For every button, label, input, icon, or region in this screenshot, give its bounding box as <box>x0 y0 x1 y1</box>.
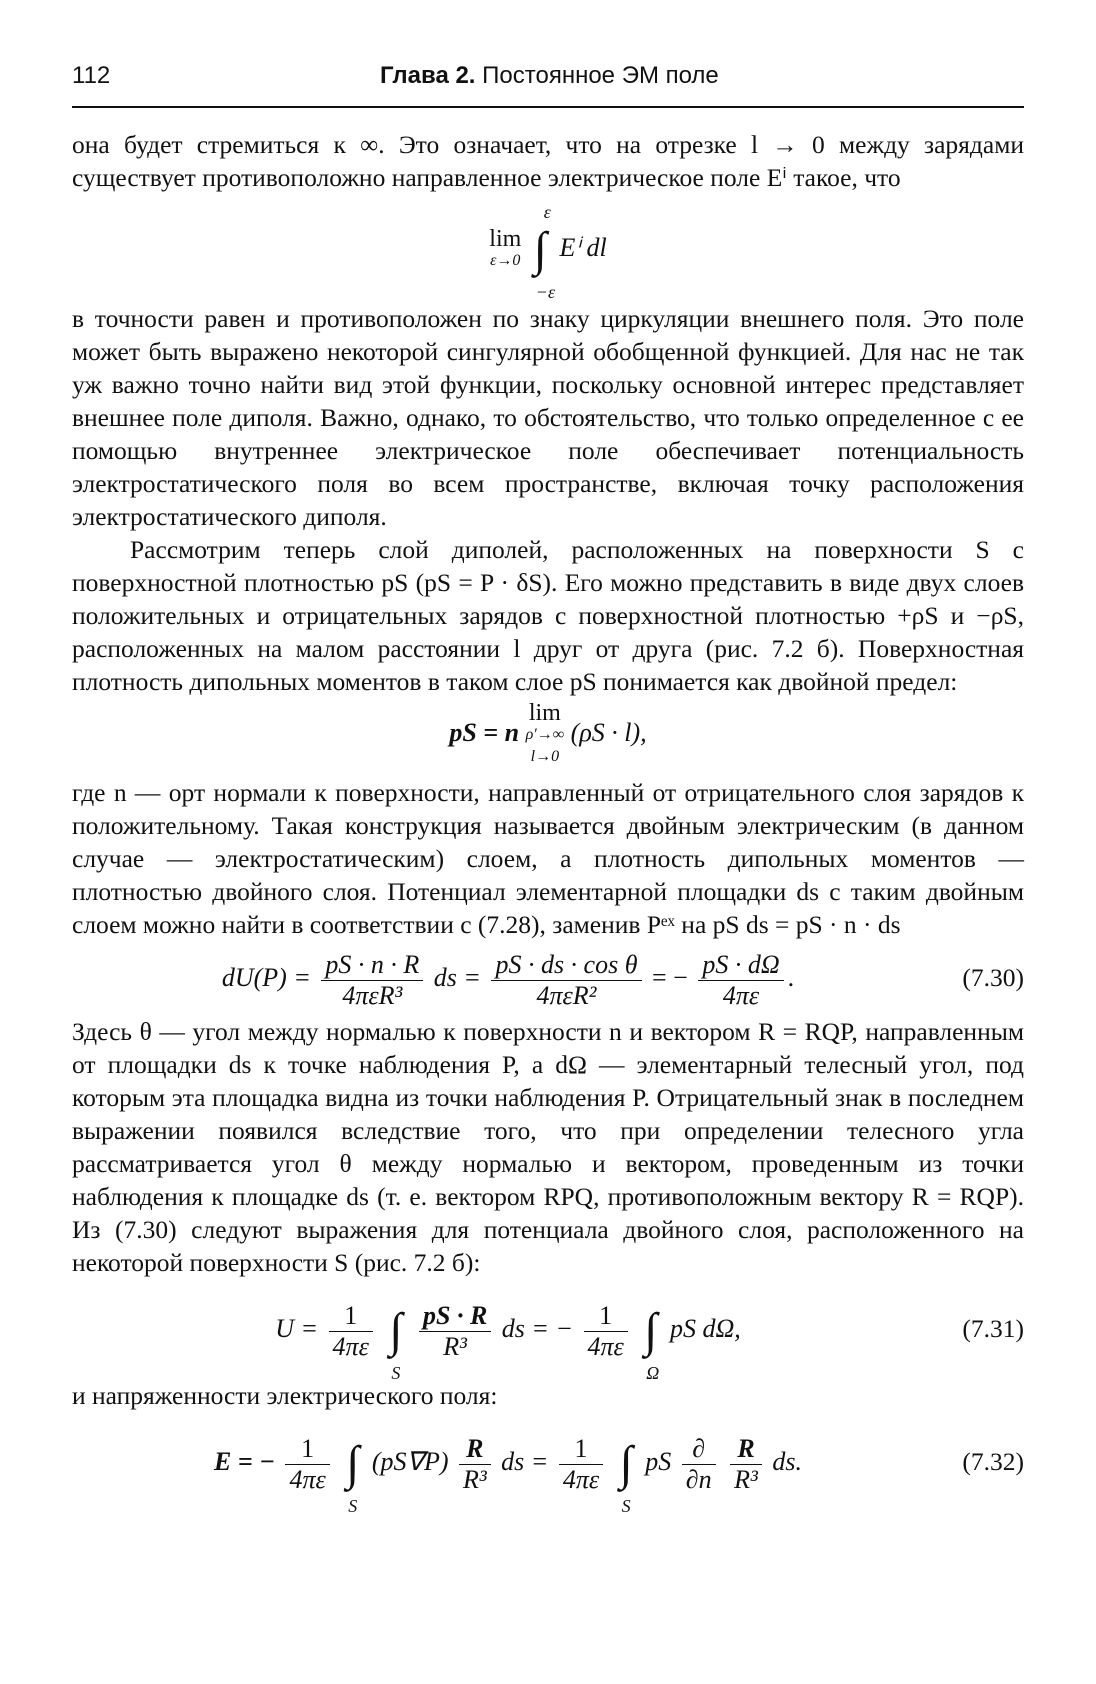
chapter-title: Постоянное ЭМ поле <box>482 62 719 89</box>
equation-ps-limit <box>72 702 1024 772</box>
paragraph-4: где n — орт нормали к поверхности, направленный от отрицательного слоя зарядов к положительному. Такая конструкция называется двойным электрическим (в данном случае — электростатическим) слоем, а плотность дипольных моментов — плотностью двойного слоя. Потенциал элементарной площадки ds с таким двойным слоем можно найти в соответствии с (7.28), заменив Pᵉˣ на pS ds = pS · n · ds <box>72 778 1024 939</box>
ps-lhs: pS = n <box>449 717 520 747</box>
paragraph-5: Здесь θ — угол между нормалью к поверхности n и вектором R = RQP, направленным от площадки ds к точке наблюдения P, а dΩ — элементарный телесный угол, под которым эта площадка видна из точки наблюдения P. Отрицательный знак в последнем выражении появился вследствие того, что при определении телесного угла рассматривается угол θ между нормалью и вектором, проведенным из точки наблюдения к площадке ds (т. е. вектором RPQ, противоположным вектору R = RQP). Из (7.30) следуют выражения для потенциала двойного слоя, расположенного на некоторой поверхности S (рис. 7.2 б): <box>72 1017 1024 1277</box>
equation-number-7-31: (7.31) <box>962 1314 1024 1343</box>
equation-limit-integral <box>72 198 1024 303</box>
paragraph-6: и напряженности электрического поля: <box>72 1381 498 1410</box>
book-page <box>72 62 1024 1517</box>
ps-rhs: (ρS · l), <box>570 717 647 747</box>
running-header <box>72 62 1024 96</box>
equation-number-7-30: (7.30) <box>962 963 1024 992</box>
integral-sign: ∫ ε −ε <box>533 202 556 303</box>
chapter-heading <box>380 62 719 90</box>
equation-7-32: E = − $\frac{1}{4\pi\varepsilon}$ ∫ S (pS∇P) $\frac{R}{\text{R³}}$ ds = $\frac{1}{4\pi\varepsilon}$ ∫ S pS $\frac{\partial}{\partial n}$ $\frac{R}{\text{R³}}$ ds. (7.32) <box>72 1412 1024 1512</box>
page-number: 112 <box>72 62 111 89</box>
paragraph-2: в точности равен и противоположен по знаку циркуляции внешнего поля. Это поле может быть выражено некоторой сингулярной обобщенной функцией. Для нас не так уж важно точно найти вид этой функции, поскольку основной интерес представляет внешнее поле диполя. Важно, однако, то обстоятельство, что только определенное с ее помощью внутреннее электрическое поле обеспечивает потенциальность электростатического поля во всем пространстве, включая точку расположения электростатического диполя. <box>72 304 1024 531</box>
double-lim: lim ρ′→∞ l→0 <box>525 700 565 765</box>
integrand: Eⁱ dl <box>559 233 607 262</box>
equation-7-31: U = $\frac{1}{4\pi\varepsilon}$ ∫ S $\frac{pS \cdot R}{\text{R³}}$ ds = − $\frac{1}{4\pi\varepsilon}$ ∫ Ω pS dΩ, (7.31) <box>72 1279 1024 1379</box>
equation-number-7-32: (7.32) <box>962 1447 1024 1476</box>
chapter-label: Глава 2. <box>380 62 476 89</box>
paragraph-3: Рассмотрим теперь слой диполей, расположенных на поверхности S с поверхностной плотностью pS (pS = P · δS). Его можно представить в виде двух слоев положительных и отрицательных зарядов с поверхностной плотностью +ρS и −ρS, расположенных на малом расстоянии l друг от друга (рис. 7.2 б). Поверхностная плотность дипольных моментов в таком слое pS понимается как двойной предел: <box>72 535 1024 696</box>
equation-7-30: dU(P) = $\frac{pS \cdot n \cdot R}{\text{4πεR³}}$ ds = $\frac{\text{pS · ds · cos θ}}{\text{4πεR²}}$ = − $\frac{pS \cdot d\Omega}{4\pi\varepsilon}$ . (7.30) <box>72 941 1024 1015</box>
lim-operator: lim ε→0 <box>489 226 522 270</box>
paragraph-1: она будет стремиться к ∞. Это означает, что на отрезке l → 0 между зарядами существует противоположно направленное электрическое поле Eⁱ такое, что <box>72 130 1024 192</box>
